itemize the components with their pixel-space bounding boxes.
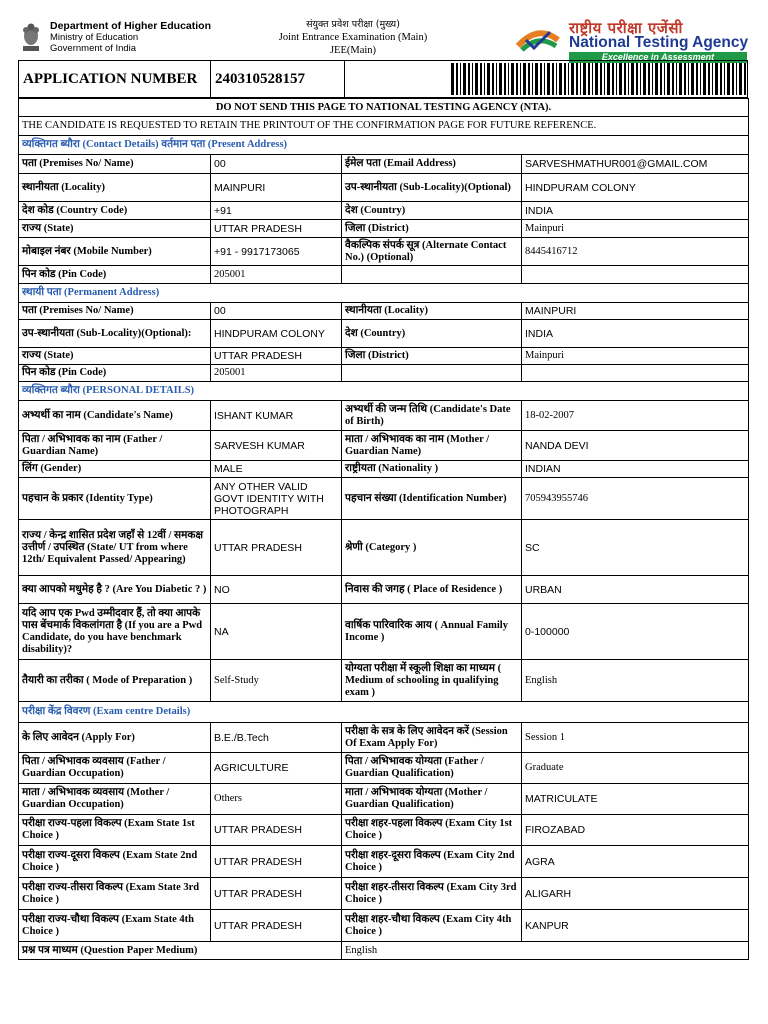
barcode-bar	[612, 63, 614, 95]
table-row	[19, 478, 749, 520]
barcode-bar	[736, 63, 737, 95]
personal-details-title: व्यक्तिगत ब्यौरा (PERSONAL DETAILS)	[19, 382, 749, 401]
field-value: Mainpuri	[522, 220, 749, 238]
barcode-bar	[739, 63, 742, 95]
notice-row	[19, 99, 749, 117]
barcode-bar	[468, 63, 470, 95]
table-row	[19, 220, 749, 238]
barcode-bar	[708, 63, 710, 95]
barcode-bar	[535, 63, 538, 95]
field-value: HINDPURAM COLONY	[522, 174, 749, 202]
confirmation-table	[18, 98, 749, 960]
field-label: माता / अभिभावक का नाम (Mother / Guardian Name)	[342, 431, 522, 461]
field-value: Others	[211, 784, 342, 815]
barcode-bar	[487, 63, 490, 95]
exam-title-hindi: संयुक्त प्रवेश परीक्षा (मुख्य)	[306, 19, 400, 30]
field-label: श्रेणी (Category )	[342, 520, 522, 576]
barcode-bar	[475, 63, 478, 95]
field-value: B.E./B.Tech	[211, 723, 342, 753]
field-label: परीक्षा राज्य-चौथा विकल्प (Exam State 4th Choice )	[19, 910, 211, 942]
barcode-bar	[655, 63, 658, 95]
table-row	[19, 942, 749, 960]
national-emblem-icon	[18, 20, 44, 54]
department-block	[18, 20, 211, 54]
barcode-bar	[660, 63, 662, 95]
table-row	[19, 520, 749, 576]
barcode-bar	[492, 63, 494, 95]
field-label: पिता / अभिभावक योग्यता (Father / Guardian Qualification)	[342, 753, 522, 784]
table-row	[19, 910, 749, 942]
field-value: AGRA	[522, 846, 749, 878]
barcode-bar	[643, 63, 646, 95]
barcode-bar	[720, 63, 722, 95]
field-value: KANPUR	[522, 910, 749, 942]
field-value: +91	[211, 202, 342, 220]
field-value: UTTAR PRADESH	[211, 815, 342, 846]
field-value: HINDPURAM COLONY	[211, 320, 342, 348]
empty-cell	[342, 266, 522, 284]
barcode-bar	[624, 63, 626, 95]
application-number-value: 240310528157	[215, 71, 305, 87]
field-value: 00	[211, 303, 342, 320]
table-row	[19, 604, 749, 660]
barcode-bar	[600, 63, 602, 95]
empty-cell	[342, 365, 522, 382]
barcode-bar	[679, 63, 682, 95]
field-value: Mainpuri	[522, 348, 749, 365]
field-label: माता / अभिभावक योग्यता (Mother / Guardian Qualification)	[342, 784, 522, 815]
section-header	[19, 702, 749, 723]
field-label: योग्यता परीक्षा में स्कूली शिक्षा का माध्यम ( Medium of schooling in qualifying exam )	[342, 660, 522, 702]
field-value: AGRICULTURE	[211, 753, 342, 784]
barcode-bar	[631, 63, 634, 95]
contact-details-title: व्यक्तिगत ब्यौरा (Contact Details) वर्तमान पता (Present Address)	[19, 136, 749, 155]
barcode-bar	[511, 63, 514, 95]
barcode-bar	[504, 63, 506, 95]
field-label: लिंग (Gender)	[19, 461, 211, 478]
barcode-bar	[532, 63, 533, 95]
application-number-box	[18, 60, 748, 98]
table-row	[19, 753, 749, 784]
barcode-bar	[508, 63, 509, 95]
section-header	[19, 136, 749, 155]
section-header	[19, 284, 749, 303]
field-label: उप-स्थानीयता (Sub-Locality)(Optional):	[19, 320, 211, 348]
field-label: पता (Premises No/ Name)	[19, 155, 211, 174]
barcode-bar	[456, 63, 458, 95]
field-label: तैयारी का तरीका ( Mode of Preparation )	[19, 660, 211, 702]
barcode-bar	[559, 63, 562, 95]
divider	[344, 61, 345, 97]
field-label: माता / अभिभावक व्यवसाय (Mother / Guardian Occupation)	[19, 784, 211, 815]
field-label: जिला (District)	[342, 348, 522, 365]
nta-logo-block	[514, 18, 749, 62]
field-value: English	[522, 660, 749, 702]
nta-tagline: Excellence in Assessment	[569, 52, 747, 63]
barcode-bar	[564, 63, 566, 95]
barcode-bar	[696, 63, 698, 95]
barcode-bar	[463, 63, 466, 95]
barcode-bar	[703, 63, 706, 95]
field-label: पहचान संख्या (Identification Number)	[342, 478, 522, 520]
field-label: देश (Country)	[342, 202, 522, 220]
field-value: 0-100000	[522, 604, 749, 660]
barcode-bar	[724, 63, 725, 95]
field-value: UTTAR PRADESH	[211, 520, 342, 576]
barcode-bar	[580, 63, 581, 95]
table-row	[19, 174, 749, 202]
field-label: पिता / अभिभावक का नाम (Father / Guardian Name)	[19, 431, 211, 461]
field-label: पहचान के प्रकार (Identity Type)	[19, 478, 211, 520]
dept-name: Department of Higher Education	[50, 19, 212, 32]
field-label: वैकल्पिक संपर्क सूत्र (Alternate Contact No.) (Optional)	[342, 238, 522, 266]
table-row	[19, 320, 749, 348]
ministry-name: Ministry of Education	[50, 31, 139, 43]
field-value: Graduate	[522, 753, 749, 784]
barcode-bar	[684, 63, 686, 95]
field-label: पिन कोड (Pin Code)	[19, 266, 211, 284]
exam-centre-title: परीक्षा केंद्र विवरण (Exam centre Details)	[19, 702, 749, 723]
field-label: परीक्षा शहर-पहला विकल्प (Exam City 1st Choice )	[342, 815, 522, 846]
barcode-bar	[640, 63, 641, 95]
barcode-bar	[664, 63, 665, 95]
barcode-bar	[715, 63, 718, 95]
barcode-bar	[652, 63, 653, 95]
barcode-bar	[480, 63, 482, 95]
field-value: Self-Study	[211, 660, 342, 702]
table-row	[19, 303, 749, 320]
field-label: स्थानीयता (Locality)	[342, 303, 522, 320]
field-label: अभ्यर्थी की जन्म तिथि (Candidate's Date of Birth)	[342, 401, 522, 431]
field-label: मोबाइल नंबर (Mobile Number)	[19, 238, 211, 266]
exam-title-english: Joint Entrance Examination (Main)	[278, 32, 428, 43]
field-value: 18-02-2007	[522, 401, 749, 431]
barcode-bar	[583, 63, 586, 95]
exam-short-name: JEE(Main)	[329, 45, 377, 56]
barcode-bar	[592, 63, 593, 95]
retain-row	[19, 117, 749, 136]
barcode-bar	[727, 63, 730, 95]
field-value: English	[342, 942, 749, 960]
field-label: वार्षिक पारिवारिक आय ( Annual Family Income )	[342, 604, 522, 660]
barcode-bar	[552, 63, 554, 95]
field-value: UTTAR PRADESH	[211, 878, 342, 910]
table-row	[19, 401, 749, 431]
field-value: FIROZABAD	[522, 815, 749, 846]
section-header	[19, 382, 749, 401]
barcode-bar	[688, 63, 689, 95]
barcode-bar	[516, 63, 518, 95]
field-value: NA	[211, 604, 342, 660]
field-label: देश कोड (Country Code)	[19, 202, 211, 220]
barcode-bar	[571, 63, 574, 95]
barcode-bar	[556, 63, 557, 95]
field-label: निवास की जगह ( Place of Residence )	[342, 576, 522, 604]
empty-cell	[522, 365, 749, 382]
field-value: MAINPURI	[522, 303, 749, 320]
barcode-bar	[523, 63, 526, 95]
field-value: SARVESHMATHUR001@GMAIL.COM	[522, 155, 749, 174]
field-label: पता (Premises No/ Name)	[19, 303, 211, 320]
field-value: INDIAN	[522, 461, 749, 478]
field-value: MAINPURI	[211, 174, 342, 202]
field-value: ALIGARH	[522, 878, 749, 910]
field-label: प्रश्न पत्र माध्यम (Question Paper Medium)	[19, 942, 342, 960]
barcode-bar	[460, 63, 461, 95]
field-label: परीक्षा शहर-दूसरा विकल्प (Exam City 2nd Choice )	[342, 846, 522, 878]
field-value: UTTAR PRADESH	[211, 910, 342, 942]
field-label: परीक्षा शहर-तीसरा विकल्प (Exam City 3rd Choice )	[342, 878, 522, 910]
barcode-bar	[676, 63, 677, 95]
field-label: अभ्यर्थी का नाम (Candidate's Name)	[19, 401, 211, 431]
exam-title-block	[248, 18, 458, 57]
table-row	[19, 723, 749, 753]
barcode-bar	[672, 63, 674, 95]
field-label: राष्ट्रीयता (Nationality )	[342, 461, 522, 478]
field-value: 705943955746	[522, 478, 749, 520]
empty-cell	[522, 266, 749, 284]
permanent-address-title: स्थायी पता (Permanent Address)	[19, 284, 749, 303]
table-row	[19, 576, 749, 604]
field-value: ANY OTHER VALID GOVT IDENTITY WITH PHOTOGRAPH	[211, 478, 342, 520]
field-label: राज्य (State)	[19, 348, 211, 365]
barcode-bar	[588, 63, 590, 95]
field-label: स्थानीयता (Locality)	[19, 174, 211, 202]
table-row	[19, 660, 749, 702]
field-value: 00	[211, 155, 342, 174]
field-value: UTTAR PRADESH	[211, 220, 342, 238]
retain-printout-note: THE CANDIDATE IS REQUESTED TO RETAIN THE PRINTOUT OF THE CONFIRMATION PAGE FOR FUTURE REFERENCE.	[19, 117, 749, 136]
barcode-bar	[496, 63, 497, 95]
barcode-bar	[691, 63, 694, 95]
field-value: NANDA DEVI	[522, 431, 749, 461]
barcode-bar	[667, 63, 670, 95]
field-label: उप-स्थानीयता (Sub-Locality)(Optional)	[342, 174, 522, 202]
field-label: राज्य (State)	[19, 220, 211, 238]
table-row	[19, 202, 749, 220]
field-label: पिता / अभिभावक व्यवसाय (Father / Guardian Occupation)	[19, 753, 211, 784]
barcode-bar	[712, 63, 713, 95]
application-number-label: APPLICATION NUMBER	[23, 71, 198, 87]
field-value: 205001	[211, 365, 342, 382]
barcode-bar	[547, 63, 550, 95]
table-row	[19, 266, 749, 284]
government-name: Government of India	[50, 42, 137, 54]
field-value: INDIA	[522, 202, 749, 220]
field-value: MALE	[211, 461, 342, 478]
barcode-bar	[540, 63, 542, 95]
barcode-bar	[636, 63, 638, 95]
table-row	[19, 815, 749, 846]
field-label: परीक्षा शहर-चौथा विकल्प (Exam City 4th Choice )	[342, 910, 522, 942]
page-header	[0, 0, 768, 60]
table-row	[19, 461, 749, 478]
field-label: परीक्षा राज्य-तीसरा विकल्प (Exam State 3rd Choice )	[19, 878, 211, 910]
field-value: SARVESH KUMAR	[211, 431, 342, 461]
field-value: Session 1	[522, 723, 749, 753]
field-label: के लिए आवेदन (Apply For)	[19, 723, 211, 753]
field-label: परीक्षा के सत्र के लिए आवेदन करें (Session Of Exam Apply For)	[342, 723, 522, 753]
field-label: परीक्षा राज्य-पहला विकल्प (Exam State 1st Choice )	[19, 815, 211, 846]
barcode-bar	[595, 63, 598, 95]
field-value: INDIA	[522, 320, 749, 348]
field-value: MATRICULATE	[522, 784, 749, 815]
field-value: SC	[522, 520, 749, 576]
nta-logo-icon	[514, 22, 562, 58]
barcode-bar	[499, 63, 502, 95]
barcode-bar	[732, 63, 734, 95]
field-label: जिला (District)	[342, 220, 522, 238]
barcode-bar	[616, 63, 617, 95]
barcode-bar	[451, 63, 454, 95]
field-label: राज्य / केन्द्र शासित प्रदेश जहाँ से 12वीं / समकक्ष उत्तीर्ण / उपस्थित (State/ UT from where 12th/ Equivalent Passed/ Appearing)	[19, 520, 211, 576]
barcode-bar	[628, 63, 629, 95]
table-row	[19, 784, 749, 815]
field-label: क्या आपको मधुमेह है ? (Are You Diabetic ? )	[19, 576, 211, 604]
barcode-bar	[544, 63, 545, 95]
field-value: NO	[211, 576, 342, 604]
barcode-bar	[648, 63, 650, 95]
table-row	[19, 238, 749, 266]
barcode-bar	[528, 63, 530, 95]
barcode-bar	[744, 63, 746, 95]
nta-english-name: National Testing Agency	[569, 34, 749, 51]
barcode-bar	[619, 63, 622, 95]
barcode-bar	[607, 63, 610, 95]
table-row	[19, 365, 749, 382]
barcode-bar	[604, 63, 605, 95]
field-value: ISHANT KUMAR	[211, 401, 342, 431]
table-row	[19, 348, 749, 365]
barcode-bar	[472, 63, 473, 95]
table-row	[19, 431, 749, 461]
barcode-bar	[520, 63, 521, 95]
field-value: 205001	[211, 266, 342, 284]
field-label: परीक्षा राज्य-दूसरा विकल्प (Exam State 2nd Choice )	[19, 846, 211, 878]
field-value: URBAN	[522, 576, 749, 604]
barcode-bar	[576, 63, 578, 95]
field-value: UTTAR PRADESH	[211, 348, 342, 365]
barcode-bar	[484, 63, 485, 95]
field-label: देश (Country)	[342, 320, 522, 348]
do-not-send-notice: DO NOT SEND THIS PAGE TO NATIONAL TESTING AGENCY (NTA).	[19, 99, 749, 117]
nta-hindi-name: राष्ट्रीय परीक्षा एजेंसी	[569, 19, 683, 37]
barcode-bar	[700, 63, 701, 95]
field-label: ईमेल पता (Email Address)	[342, 155, 522, 174]
field-value: +91 - 9917173065	[211, 238, 342, 266]
table-row	[19, 155, 749, 174]
table-row	[19, 878, 749, 910]
field-label: यदि आप एक Pwd उम्मीदवार हैं, तो क्या आपके पास बेंचमार्क विकलांगता है (If you are a Pwd Candidate, do you have benchmark disability)?	[19, 604, 211, 660]
table-row	[19, 846, 749, 878]
field-label: पिन कोड (Pin Code)	[19, 365, 211, 382]
field-value: 8445416712	[522, 238, 749, 266]
barcode-bar	[568, 63, 569, 95]
field-value: UTTAR PRADESH	[211, 846, 342, 878]
divider	[210, 61, 211, 97]
barcode-icon	[451, 63, 747, 95]
